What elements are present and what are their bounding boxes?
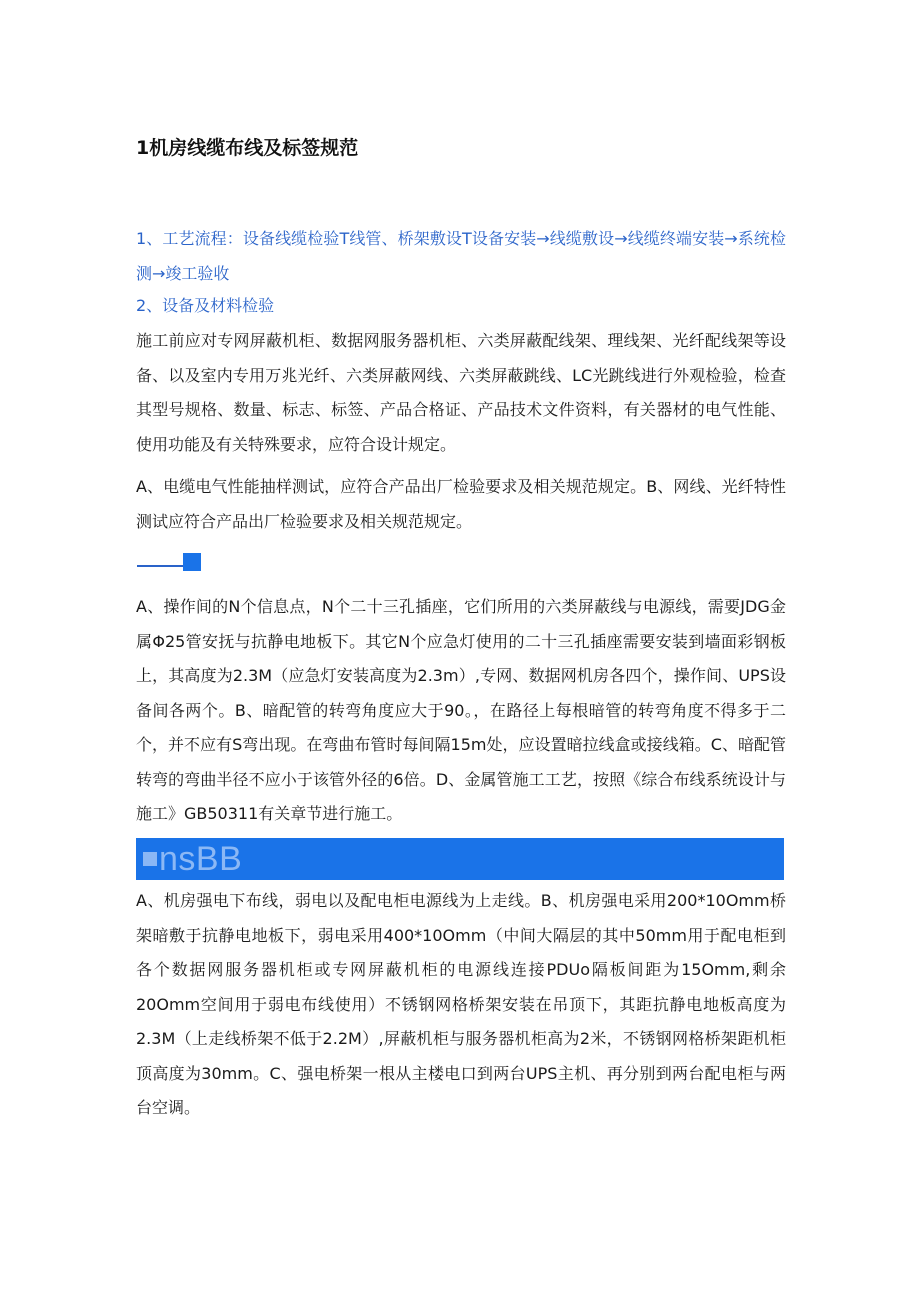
decorative-square: [183, 553, 201, 571]
paragraph-inspection: 施工前应对专网屏蔽机柜、数据网服务器机柜、六类屏蔽配线架、理线架、光纤配线架等设备、以及室内专用万兆光纤、六类屏蔽网线、六类屏蔽跳线、LC光跳线进行外观检验，检查其型号规格、数量、标志、标签、产品合格证、产品技术文件资料，有关器材的电气性能、使用功能及有关特殊要求，应符合设计规定。: [136, 331, 786, 454]
section-heading-inspection: 2、设备及材料检验: [136, 296, 275, 315]
section-heading-process: 1、工艺流程：设备线缆检验T线管、桥架敷设T设备安装→线缆敷设→线缆终端安装→系统检测→竣工验收: [136, 229, 786, 283]
decorative-line: [137, 565, 183, 567]
banner-text: nsBB: [159, 840, 243, 878]
paragraph-cable-tray: A、机房强电下布线，弱电以及配电柜电源线为上走线。B、机房强电采用200*10Omm桥架暗敷于抗静电地板下，弱电采用400*10Omm（中间大隔层的其中50mm用于配电柜到各个数据网服务器机柜或专网屏蔽机柜的电源线连接PDUo隔板间距为15Omm,剩余20Omm空间用于弱电布线使用）不锈钢网格桥架安装在吊顶下，其距抗静电地板高度为2.3M（上走线桥架不低于2.2M）,屏蔽机柜与服务器机柜高为2米，不锈钢网格桥架距机柜顶高度为30mm。C、强电桥架一根从主楼电口到两台UPS主机、再分别到两台配电柜与两台空调。: [136, 891, 786, 1117]
banner-square-icon: [143, 852, 157, 866]
paragraph-conduit: A、操作间的N个信息点，N个二十三孔插座，它们所用的六类屏蔽线与电源线，需要JDG金属Φ25管安抚与抗静电地板下。其它N个应急灯使用的二十三孔插座需要安装到墙面彩钢板上，其高度为2.3M（应急灯安装高度为2.3m）,专网、数据网机房各四个，操作间、UPS设备间各两个。B、暗配管的转弯角度应大于90。，在路径上每根暗管的转弯角度不得多于二个，并不应有S弯出现。在弯曲布管时每间隔15m处，应设置暗拉线盒或接线箱。C、暗配管转弯的弯曲半径不应小于该管外径的6倍。D、金属管施工工艺，按照《综合布线系统设计与施工》GB50311有关章节进行施工。: [136, 597, 786, 823]
paragraph-testing: A、电缆电气性能抽样测试，应符合产品出厂检验要求及相关规范规定。B、网线、光纤特性测试应符合产品出厂检验要求及相关规范规定。: [136, 477, 786, 531]
section-banner: [136, 838, 784, 880]
page-title: 1机房线缆布线及标签规范: [136, 137, 359, 159]
